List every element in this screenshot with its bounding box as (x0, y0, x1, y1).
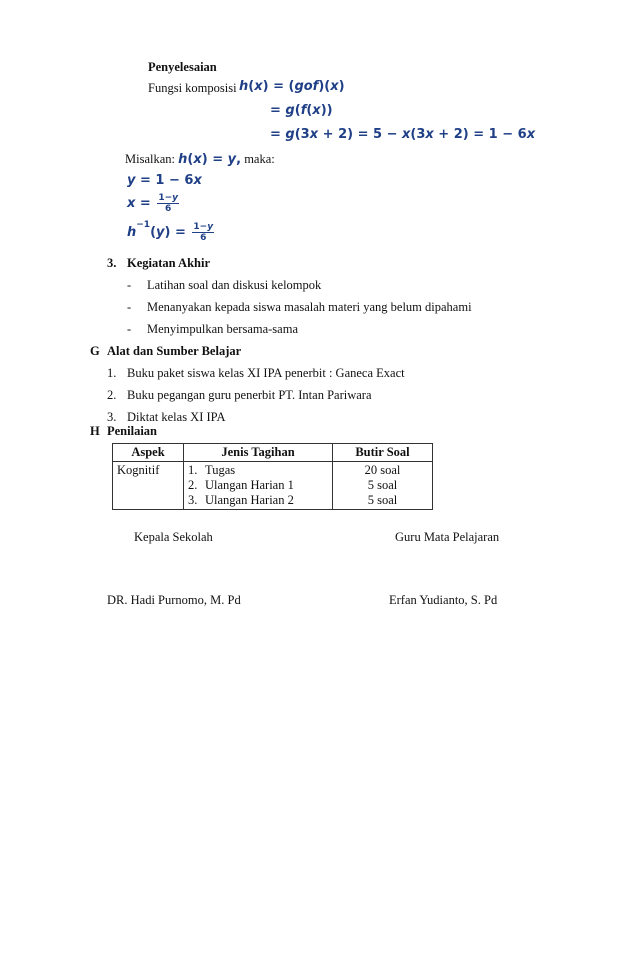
misalkan-equation: h(x) = y, (178, 152, 242, 167)
equation-y: y = 1 − 6x (127, 173, 202, 188)
sumber-item: 3. Diktat kelas XI IPA (107, 410, 226, 424)
cell-aspek: Kognitif (113, 462, 184, 510)
kegiatan-akhir-number: 3. (107, 256, 117, 270)
butir-item: 5 soal (367, 493, 398, 507)
composition-equation-1: h(x) = (gof)(x) (239, 79, 345, 94)
misalkan-line (125, 152, 275, 167)
kegiatan-item: - Menanyakan kepada siswa masalah materi yang belum dipahami (127, 300, 472, 314)
section-g-letter: G (90, 344, 100, 358)
composition-equation-3: = g(3x + 2) = 5 − x(3x + 2) = 1 − 6x (270, 127, 536, 142)
sumber-item: 1. Buku paket siswa kelas XI IPA penerbit : Ganeca Exact (107, 366, 405, 380)
sumber-item: 2. Buku pegangan guru penerbit PT. Intan Pariwara (107, 388, 372, 402)
header-jenis-tagihan: Jenis Tagihan (184, 444, 333, 462)
composition-equation-2: = g(f(x)) (270, 103, 333, 118)
kegiatan-akhir-title: Kegiatan Akhir (127, 256, 210, 270)
kepala-sekolah-title: Kepala Sekolah (134, 530, 213, 544)
misalkan-suffix: maka: (244, 152, 275, 166)
table-header-row (113, 444, 433, 462)
header-butir-soal: Butir Soal (333, 444, 433, 462)
penilaian-table (112, 443, 433, 510)
jenis-item: 1. Tugas (188, 463, 236, 477)
jenis-item: 3. Ulangan Harian 2 (188, 493, 294, 507)
penyelesaian-heading: Penyelesaian (148, 60, 217, 74)
section-h-title: Penilaian (107, 424, 158, 438)
section-h-letter: H (90, 424, 100, 438)
cell-jenis (184, 462, 333, 510)
header-aspek: Aspek (113, 444, 184, 462)
cell-butir (333, 462, 433, 510)
guru-name: Erfan Yudianto, S. Pd (389, 593, 498, 607)
butir-item: 5 soal (367, 478, 398, 492)
table-row (113, 462, 433, 510)
guru-title: Guru Mata Pelajaran (395, 530, 500, 544)
fungsi-komposisi-label: Fungsi komposisi (148, 81, 237, 95)
section-g-title: Alat dan Sumber Belajar (107, 344, 242, 358)
kepala-sekolah-name: DR. Hadi Purnomo, M. Pd (107, 593, 241, 607)
equation-inverse: $h^{-1}(y)$ = $\frac{1-y}{6}$ (127, 220, 214, 243)
equation-x: x = $\frac{1-y}{6}$ (127, 193, 179, 214)
kegiatan-item: - Latihan soal dan diskusi kelompok (127, 278, 322, 292)
jenis-item: 2. Ulangan Harian 1 (188, 478, 294, 492)
misalkan-prefix: Misalkan: (125, 152, 175, 166)
butir-item: 20 soal (364, 463, 401, 477)
kegiatan-item: - Menyimpulkan bersama-sama (127, 322, 298, 336)
